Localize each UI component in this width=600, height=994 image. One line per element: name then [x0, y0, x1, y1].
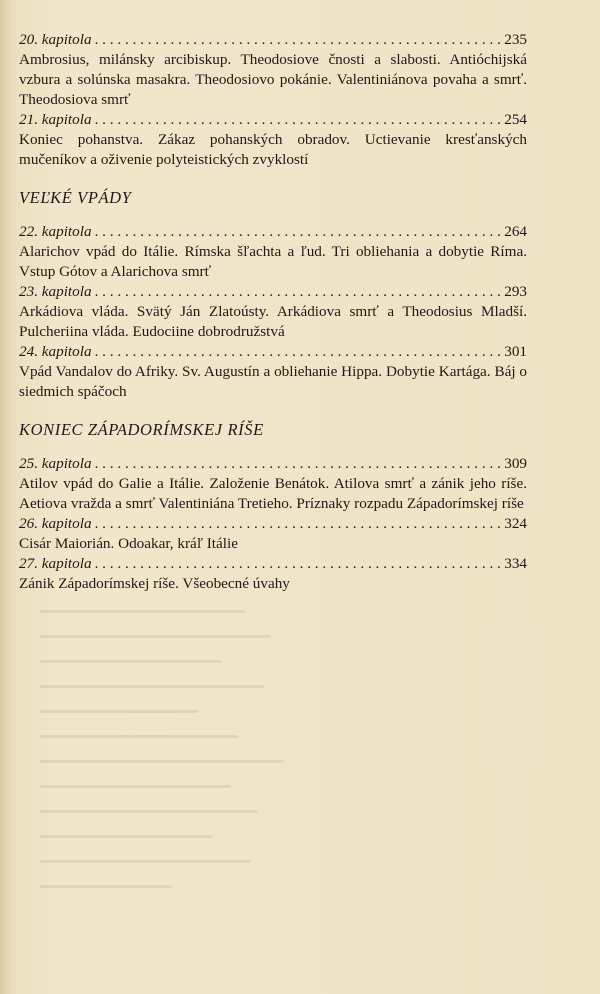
- dot-leader: [95, 514, 501, 534]
- chapter-description: Alarichov vpád do Itálie. Rímska šľachta a ľud. Tri obliehania a dobytie Ríma. Vstup Gótov a Alarichova smrť: [19, 243, 527, 280]
- chapter-label: 25. kapitola: [19, 455, 92, 472]
- dot-leader: [95, 222, 501, 242]
- chapter-label: 21. kapitola: [19, 111, 92, 128]
- page-number: 254: [504, 111, 527, 128]
- toc-entry-21: [19, 110, 527, 170]
- toc-entry-20: [19, 30, 527, 110]
- bleed-through-text: [40, 610, 370, 970]
- page-number: 309: [504, 455, 527, 472]
- toc-entry-27: [19, 554, 527, 594]
- page-number: 301: [504, 343, 527, 360]
- chapter-label: 22. kapitola: [19, 223, 92, 240]
- toc-entry-header: [19, 282, 527, 302]
- chapter-label: 24. kapitola: [19, 343, 92, 360]
- toc-entry-header: [19, 554, 527, 574]
- chapter-label: 23. kapitola: [19, 283, 92, 300]
- chapter-description: Zánik Západorímskej ríše. Všeobecné úvahy: [19, 575, 290, 592]
- page-number: 293: [504, 283, 527, 300]
- page-number: 264: [504, 223, 527, 240]
- table-of-contents: [19, 30, 527, 594]
- toc-entry-25: [19, 454, 527, 514]
- section-title-velke-vpady: VEĽKÉ VPÁDY: [19, 188, 132, 207]
- dot-leader: [95, 554, 501, 574]
- chapter-description: Koniec pohanstva. Zákaz pohanských obradov. Uctievanie kresťanských mučeníkov a oživenie polyteistických zvyklostí: [19, 131, 527, 168]
- toc-entry-header: [19, 222, 527, 242]
- chapter-description: Cisár Maiorián. Odoakar, kráľ Itálie: [19, 535, 238, 552]
- page-number: 334: [504, 555, 527, 572]
- chapter-label: 20. kapitola: [19, 31, 92, 48]
- chapter-description: Vpád Vandalov do Afriky. Sv. Augustín a obliehanie Hippa. Dobytie Kartága. Báj o siedmich spáčoch: [19, 363, 527, 400]
- dot-leader: [95, 342, 501, 362]
- toc-entry-header: [19, 110, 527, 130]
- chapter-label: 27. kapitola: [19, 555, 92, 572]
- toc-entry-header: [19, 514, 527, 534]
- chapter-label: 26. kapitola: [19, 515, 92, 532]
- chapter-description: Arkádiova vláda. Svätý Ján Zlatoústy. Arkádiova smrť a Theodosius Mladší. Pulcheriina vláda. Eudociine dobrodružstvá: [19, 303, 527, 340]
- chapter-description: Atilov vpád do Galie a Itálie. Založenie Benátok. Atilova smrť a zánik jeho ríše. Aetiova vražda a smrť Valentiniána Tretieho. Príznaky rozpadu Západorímskej ríše: [19, 475, 527, 512]
- toc-entry-header: [19, 30, 527, 50]
- page-number: 235: [504, 31, 527, 48]
- chapter-description: Ambrosius, milánsky arcibiskup. Theodosiove čnosti a slabosti. Antióchijská vzbura a solúnska masakra. Theodosiovo pokánie. Valentiniánova povaha a smrť. Theodosiova smrť: [19, 51, 527, 108]
- toc-entry-header: [19, 454, 527, 474]
- dot-leader: [95, 282, 501, 302]
- dot-leader: [95, 110, 501, 130]
- section-title-koniec-zapadorimskej-rise: KONIEC ZÁPADORÍMSKEJ RÍŠE: [19, 420, 264, 439]
- toc-entry-26: [19, 514, 527, 554]
- dot-leader: [95, 454, 501, 474]
- toc-entry-23: [19, 282, 527, 342]
- toc-entry-22: [19, 222, 527, 282]
- toc-entry-header: [19, 342, 527, 362]
- page-number: 324: [504, 515, 527, 532]
- dot-leader: [95, 30, 501, 50]
- toc-entry-24: [19, 342, 527, 402]
